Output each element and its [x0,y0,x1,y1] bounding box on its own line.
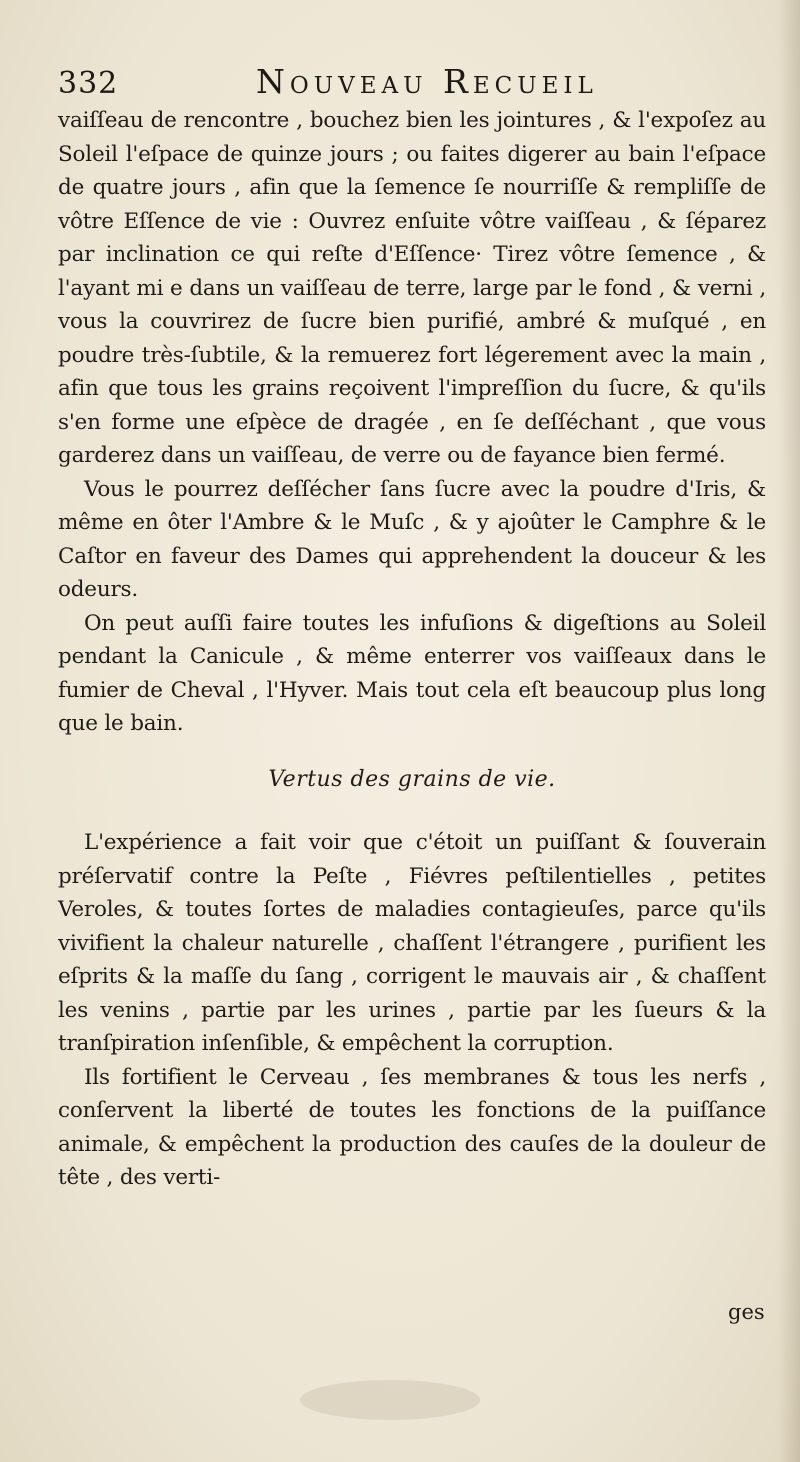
page-number: 332 [58,66,119,101]
paragraph: On peut auſſi faire toutes les infuſions & digeſtions au Soleil pendant la Canicule , & même enterrer vos vaiſſeaux dans le fumier de Cheval , l'Hyver. Mais tout cela eſt beaucoup plus long que le bain. [58,610,766,736]
page-edge-shadow [778,0,800,1462]
paper-stain [300,1380,480,1420]
paragraph: Vous le pourrez deſſécher ſans ſucre avec la poudre d'Iris, & même en ôter l'Ambre & le Muſc , & y ajoûter le Camphre & le Caſtor en faveur des Dames qui apprehendent la douceur & les odeurs. [58,476,766,602]
paragraph-continuation: vaiſſeau de rencontre , bouchez bien les jointures , & l'expoſez au Soleil l'eſpace de quinze jours ; ou faites digerer au bain l'eſpace de quatre jours , afin que la ſemence ſe nourriſſe & rempliſſe de vôtre Eſſence de vie : Ouvrez enſuite vôtre vaiſſeau , & ſéparez par inclination ce qui reſte d'Eſſence· Tirez vôtre ſemence , & l'ayant mi e dans un vaiſſeau de terre, large par le fond , & verni , vous la couvrirez de ſucre bien purifié, ambré & muſqué , en poudre très-ſubtile, & la remuerez fort légerement avec la main , afin que tous les grains reçoivent l'impreſſion du ſucre, & qu'ils s'en forme une eſpèce de dragée , en ſe deſſéchant , que vous garderez dans un vaiſſeau, de verre ou de fayance bien fermé. [58,108,766,468]
section-title: Vertus des grains de vie. [268,766,556,792]
paragraph: L'expérience a fait voir que c'étoit un puiſſant & ſouverain préſervatif contre la Peſte , Fiévres peſtilentielles , petites Veroles, & toutes ſortes de maladies contagieuſes, parce qu'ils vivifient la chaleur naturelle , chaſſent l'étrangere , purifient les eſprits & la maſſe du ſang , corrigent le mauvais air , & chaſſent les venins , partie par les urines , partie par les ſueurs & la tranſpiration inſenſible, & empêchent la corruption. [58,830,766,1056]
catchword: ges [728,1300,765,1324]
body-text [58,104,766,1195]
paragraph: Ils fortifient le Cerveau , ſes membranes & tous les nerfs , conſervent la liberté de toutes les fonctions de la puiſſance animale, & empêchent la production des cauſes de la douleur de tête , des verti- [58,1064,766,1190]
page-header [58,62,778,108]
running-title: Nouveau Recueil [256,62,598,101]
